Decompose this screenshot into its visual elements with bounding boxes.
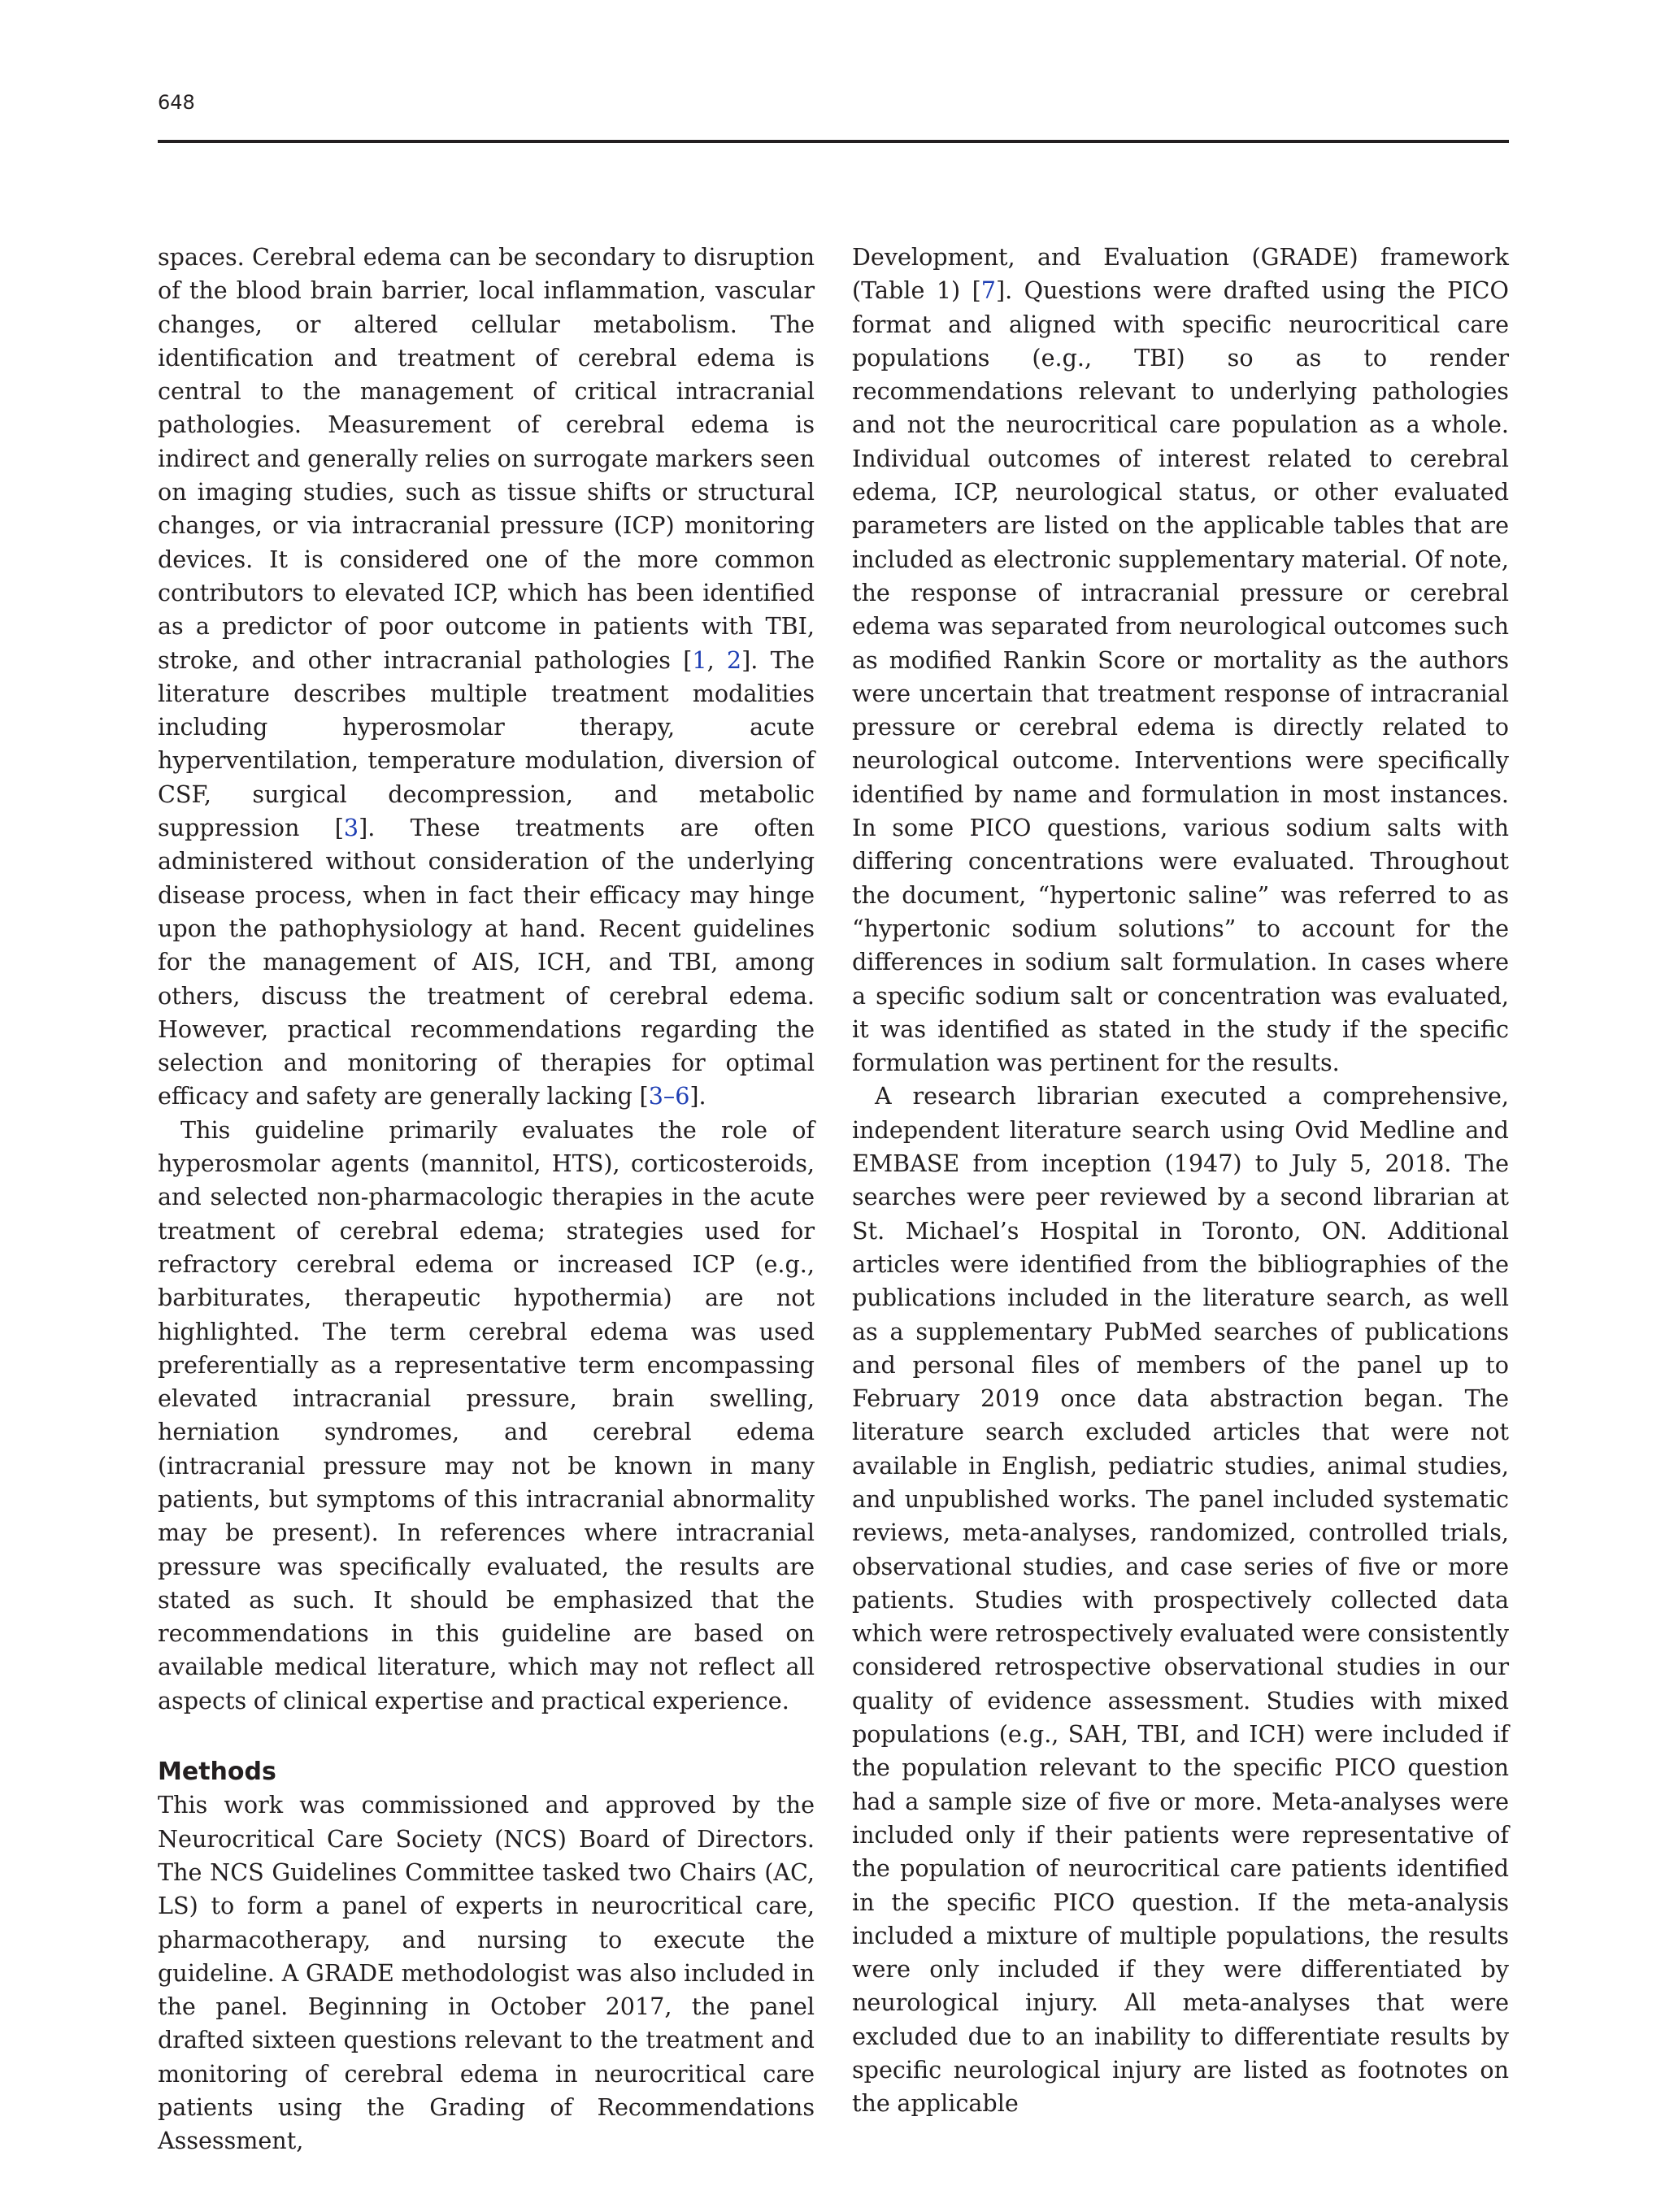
text-run: , [706,645,727,674]
header-rule [158,140,1509,143]
methods-heading: Methods [158,1758,276,1787]
citation-link[interactable]: 3–6 [648,1082,690,1110]
citation-link[interactable]: 2 [726,645,742,674]
text-run: ]. [689,1082,706,1110]
text-run: ]. The literature describes multiple treatment modalities including hyperosmolar therapy, acute hyperventilation, temperature modulation, diversion of CSF, surgical decompression, and metabolic suppression [ [158,645,815,842]
left-column [158,241,815,2158]
scope-paragraph: This guideline primarily evaluates the role of hyperosmolar agents (mannitol, HTS), corticosteroids, and selected non-pharmacologic therapies in the acute treatment of cerebral edema; strategies used for refractory cerebral edema or increased ICP (e.g., barbiturates, therapeutic hypothermia) are not highlighted. The term cerebral edema was used preferentially as a representative term encompassing elevated intracranial pressure, brain swelling, herniation syndromes, and cerebral edema (intracranial pressure may not be known in many patients, but symptoms of this intracranial abnormality may be present). In references where intracranial pressure was specifically evaluated, the results are stated as such. It should be emphasized that the recommendations in this guideline are based on available medical literature, which may not reflect all aspects of clinical expertise and practical experience. [158,1115,815,1714]
page-number: 648 [158,91,195,114]
citation-link[interactable]: 1 [692,645,707,674]
right-column [852,241,1509,2121]
intro-paragraph-continued [158,241,815,1114]
literature-search-paragraph: A research librarian executed a comprehensive, independent literature search using Ovid Medline and EMBASE from inception (1947) to July 5, 2018. The searches were peer reviewed by a second librarian at St. Michael’s Hospital in Toronto, ON. Additional articles were identified from the bibliographies of the publications included in the literature search, as well as a supplementary PubMed searches of publications and personal files of members of the panel up to February 2019 once data abstraction began. The literature search excluded articles that were not available in English, pediatric studies, animal studies, and unpublished works. The panel included systematic reviews, meta-analyses, randomized, controlled trials, observational studies, and case series of five or more patients. Studies with prospectively collected data which were retrospectively evaluated were consistently considered retrospective observational studies in our quality of evidence assessment. Studies with mixed populations (e.g., SAH, TBI, and ICH) were included if the population relevant to the specific PICO question had a sample size of five or more. Meta-analyses were included only if their patients were representative of the population of neurocritical care patients identified in the specific PICO question. If the meta-analysis included a mixture of multiple populations, the results were only included if they were differentiated by neurological injury. All meta-analyses that were excluded due to an inability to differentiate results by specific neurological injury are listed as footnotes on the applicable [852,1082,1509,2118]
text-run: Development, and Evaluation (GRADE) framework (Table 1) [ [852,243,1509,305]
citation-link[interactable]: 3 [343,814,359,842]
text-run: ]. These treatments are often administered without consideration of the underlying disease process, when in fact their efficacy may hinge upon the pathophysiology at hand. Recent guidelines for the management of AIS, ICH, and TBI, among others, discuss the treatment of cerebral edema. However, practical recommendations regarding the selection and monitoring of therapies for optimal efficacy and safety are generally lacking [ [158,814,815,1110]
methods-paragraph-continued [852,241,1509,1080]
text-run: ]. Questions were drafted using the PICO format and aligned with specific neurocritical care populations (e.g., TBI) so as to render recommendations relevant to underlying pathologies and not the neurocritical care population as a whole. Individual outcomes of interest related to cerebral edema, ICP, neurological status, or other evaluated parameters are listed on the applicable tables that are included as electronic supplementary material. Of note, the response of intracranial pressure or cerebral edema was separated from neurological outcomes such as modified Rankin Score or mortality as the authors were uncertain that treatment response of intracranial pressure or cerebral edema is directly related to neurological outcome. Interventions were specifically identified by name and formulation in most instances. In some PICO questions, various sodium salts with differing concentrations were evaluated. Throughout the document, “hypertonic saline” was referred to as “hypertonic sodium solutions” to account for the differences in sodium salt formulation. In cases where a specific sodium salt or concentration was evaluated, it was identified as stated in the study if the specific formulation was pertinent for the results. [852,276,1509,1077]
methods-paragraph: This work was commissioned and approved by the Neurocritical Care Society (NCS) Board of Directors. The NCS Guidelines Committee tasked two Chairs (AC, LS) to form a panel of experts in neurocritical care, pharmacotherapy, and nursing to execute the guideline. A GRADE methodologist was also included in the panel. Beginning in October 2017, the panel drafted sixteen questions relevant to the treatment and monitoring of cerebral edema in neurocritical care patients using the Grading of Recommendations Assessment, [158,1791,815,2155]
citation-link[interactable]: 7 [980,276,996,305]
text-run: spaces. Cerebral edema can be secondary to disruption of the blood brain barrier, local inflammation, vascular changes, or altered cellular metabolism. The identification and treatment of cerebral edema is central to the management of critical intracranial pathologies. Measurement of cerebral edema is indirect and generally relies on surrogate markers seen on imaging studies, such as tissue shifts or structural changes, or via intracranial pressure (ICP) monitoring devices. It is considered one of the more common contributors to elevated ICP, which has been identified as a predictor of poor outcome in patients with TBI, stroke, and other intracranial pathologies [ [158,243,815,674]
